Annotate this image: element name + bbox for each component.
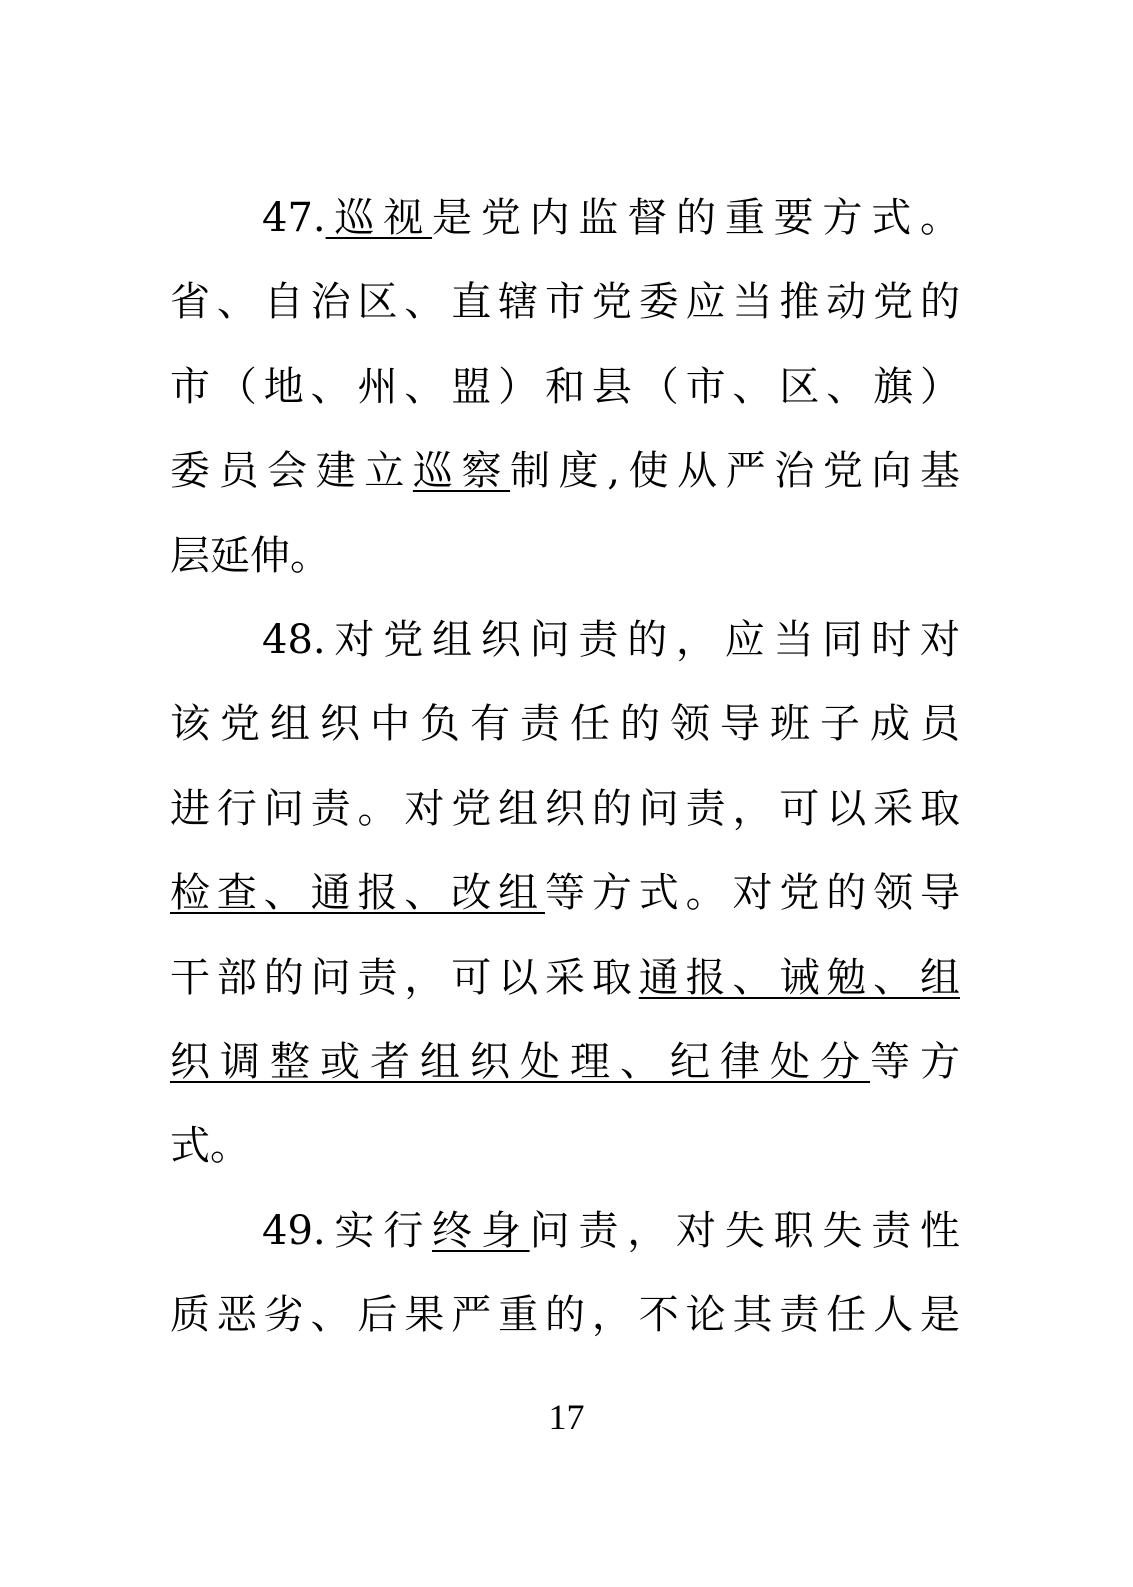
text-line bbox=[262, 190, 960, 246]
text-line bbox=[170, 528, 960, 584]
page-number: 17 bbox=[548, 1397, 585, 1437]
text-line bbox=[170, 696, 960, 752]
underlined-term: 织调整或者组织处理、纪律处分 bbox=[170, 1039, 870, 1085]
underlined-term: 通报、诫勉、组 bbox=[638, 954, 960, 1001]
text-line bbox=[170, 781, 960, 837]
text-segment: 等方 bbox=[870, 1039, 960, 1085]
text-segment: 等方式。对党的领导 bbox=[545, 870, 960, 917]
text-segment: 该党组织中负有责任的领导班子成员 bbox=[170, 701, 960, 748]
text-line bbox=[262, 1203, 960, 1259]
text-line bbox=[170, 359, 960, 415]
text-segment: 质恶劣、后果严重的，不论其责任人是 bbox=[170, 1292, 960, 1339]
underlined-term: 检查、通报、改组 bbox=[170, 870, 545, 917]
text-segment: 市（地、州、盟）和县（市、区、旗） bbox=[170, 363, 960, 410]
text-segment: 干部的问责，可以采取 bbox=[170, 954, 639, 1001]
text-segment: 层延伸。 bbox=[170, 532, 330, 579]
text-segment: 是党内监督的重要方式。 bbox=[432, 195, 961, 241]
text-segment: 省、自治区、直辖市党委应当推动党的 bbox=[170, 279, 960, 326]
text-segment: 49.实行 bbox=[262, 1207, 433, 1254]
text-segment: 问责，对失职失责性 bbox=[529, 1207, 961, 1254]
text-segment: 制度,使从严治党向基 bbox=[510, 448, 961, 495]
text-segment: 48.对党组织问责的，应当同时对 bbox=[262, 617, 960, 663]
text-line bbox=[170, 274, 960, 330]
underlined-term: 巡察 bbox=[412, 448, 511, 495]
text-line bbox=[170, 1287, 960, 1343]
text-line bbox=[170, 950, 960, 1006]
text-line bbox=[170, 1118, 960, 1174]
text-segment: 式。 bbox=[170, 1123, 250, 1170]
text-segment: 委员会建立 bbox=[170, 448, 413, 495]
text-line bbox=[170, 1034, 960, 1090]
text-line bbox=[170, 443, 960, 499]
text-segment: 47. bbox=[262, 195, 326, 241]
text-segment: 进行问责。对党组织的问责，可以采取 bbox=[170, 785, 960, 832]
underlined-term: 巡视 bbox=[325, 195, 433, 241]
text-line bbox=[262, 612, 960, 668]
underlined-term: 终身 bbox=[432, 1207, 530, 1254]
text-line bbox=[170, 865, 960, 921]
